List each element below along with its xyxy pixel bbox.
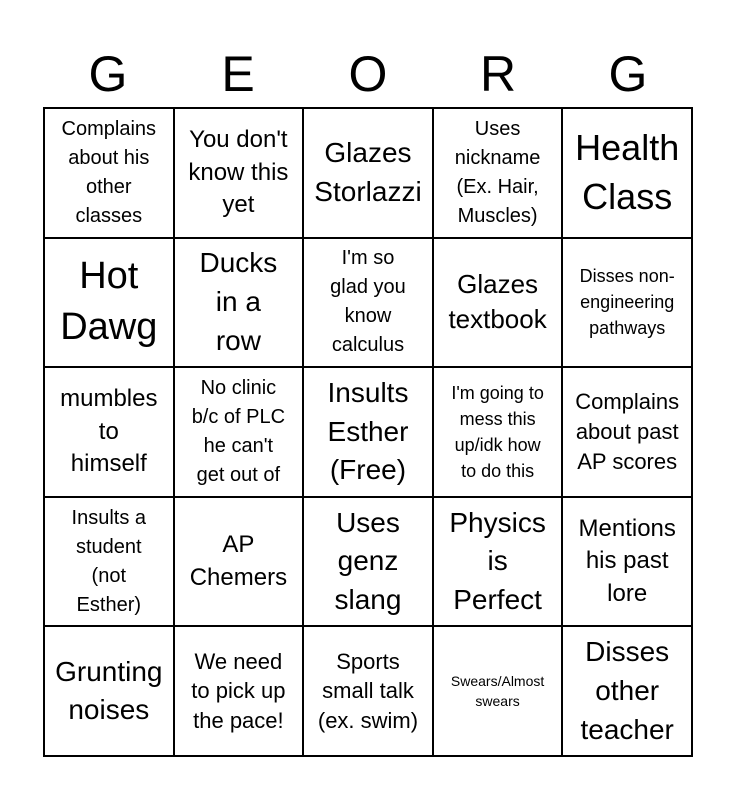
- cell-text: I'm so glad you know calculus: [330, 247, 406, 357]
- bingo-cell[interactable]: [562, 367, 692, 497]
- cell-text: Health Class: [575, 127, 680, 217]
- cell-text: Mentions his past lore: [578, 515, 676, 607]
- cell-text: You don't know this yet: [188, 126, 289, 218]
- header-letter-5: G: [608, 46, 648, 102]
- cell-text: Complains about his other classes: [61, 117, 157, 227]
- cell-text: We need to pick up the pace!: [191, 648, 286, 734]
- bingo-cell[interactable]: [44, 497, 174, 627]
- bingo-cell[interactable]: [174, 626, 304, 756]
- header-letter-2: E: [221, 46, 255, 102]
- cell-text: No clinic b/c of PLC he can't get out of: [191, 376, 286, 486]
- bingo-cell[interactable]: [174, 367, 304, 497]
- bingo-cell[interactable]: [433, 367, 563, 497]
- bingo-cell[interactable]: [562, 108, 692, 238]
- cell-text: Disses non- engineering pathways: [579, 266, 675, 339]
- bingo-cell[interactable]: [174, 238, 304, 368]
- bingo-cell[interactable]: [174, 497, 304, 627]
- bingo-cell[interactable]: [433, 108, 563, 238]
- bingo-cell[interactable]: [303, 626, 433, 756]
- bingo-cell[interactable]: [44, 108, 174, 238]
- cell-text: Uses genz slang: [334, 506, 402, 615]
- cell-text: Uses nickname (Ex. Hair, Muscles): [454, 117, 541, 227]
- cell-text: Glazes Storlazzi: [314, 137, 422, 207]
- cell-text: I'm going to mess this up/idk how to do this: [451, 382, 544, 482]
- header-letter-4: R: [479, 46, 517, 102]
- cell-text: Insults Esther (Free): [327, 377, 409, 486]
- bingo-cell[interactable]: [562, 238, 692, 368]
- bingo-cell[interactable]: [562, 626, 692, 756]
- bingo-cell[interactable]: [303, 108, 433, 238]
- cell-text: Physics is Perfect: [449, 506, 546, 615]
- cell-text: Insults a student (not Esther): [71, 506, 147, 616]
- bingo-board: [43, 107, 693, 757]
- bingo-cell[interactable]: [174, 108, 304, 238]
- bingo-cell[interactable]: [433, 497, 563, 627]
- cell-text: Grunting noises: [55, 655, 163, 726]
- header-letter-3: O: [348, 46, 388, 102]
- bingo-cell[interactable]: [433, 626, 563, 756]
- bingo-cell[interactable]: [303, 367, 433, 497]
- bingo-cell[interactable]: [562, 497, 692, 627]
- bingo-cell[interactable]: [44, 238, 174, 368]
- cell-text: Hot Dawg: [60, 255, 158, 349]
- bingo-cell[interactable]: [433, 238, 563, 368]
- cell-text: Disses other teacher: [580, 636, 674, 745]
- header-letter-1: G: [88, 46, 128, 102]
- cell-text: Ducks in a row: [199, 247, 278, 356]
- bingo-cell[interactable]: [303, 238, 433, 368]
- cell-text: Swears/Almost swears: [450, 672, 545, 710]
- bingo-cell[interactable]: [303, 497, 433, 627]
- cell-text: Glazes textbook: [448, 268, 547, 335]
- bingo-header: [43, 40, 693, 108]
- cell-text: AP Chemers: [189, 531, 288, 591]
- bingo-cell[interactable]: [44, 367, 174, 497]
- cell-text: mumbles to himself: [60, 385, 158, 478]
- cell-text: Complains about past AP scores: [575, 389, 680, 474]
- cell-text: Sports small talk (ex. swim): [317, 648, 419, 734]
- bingo-cell[interactable]: [44, 626, 174, 756]
